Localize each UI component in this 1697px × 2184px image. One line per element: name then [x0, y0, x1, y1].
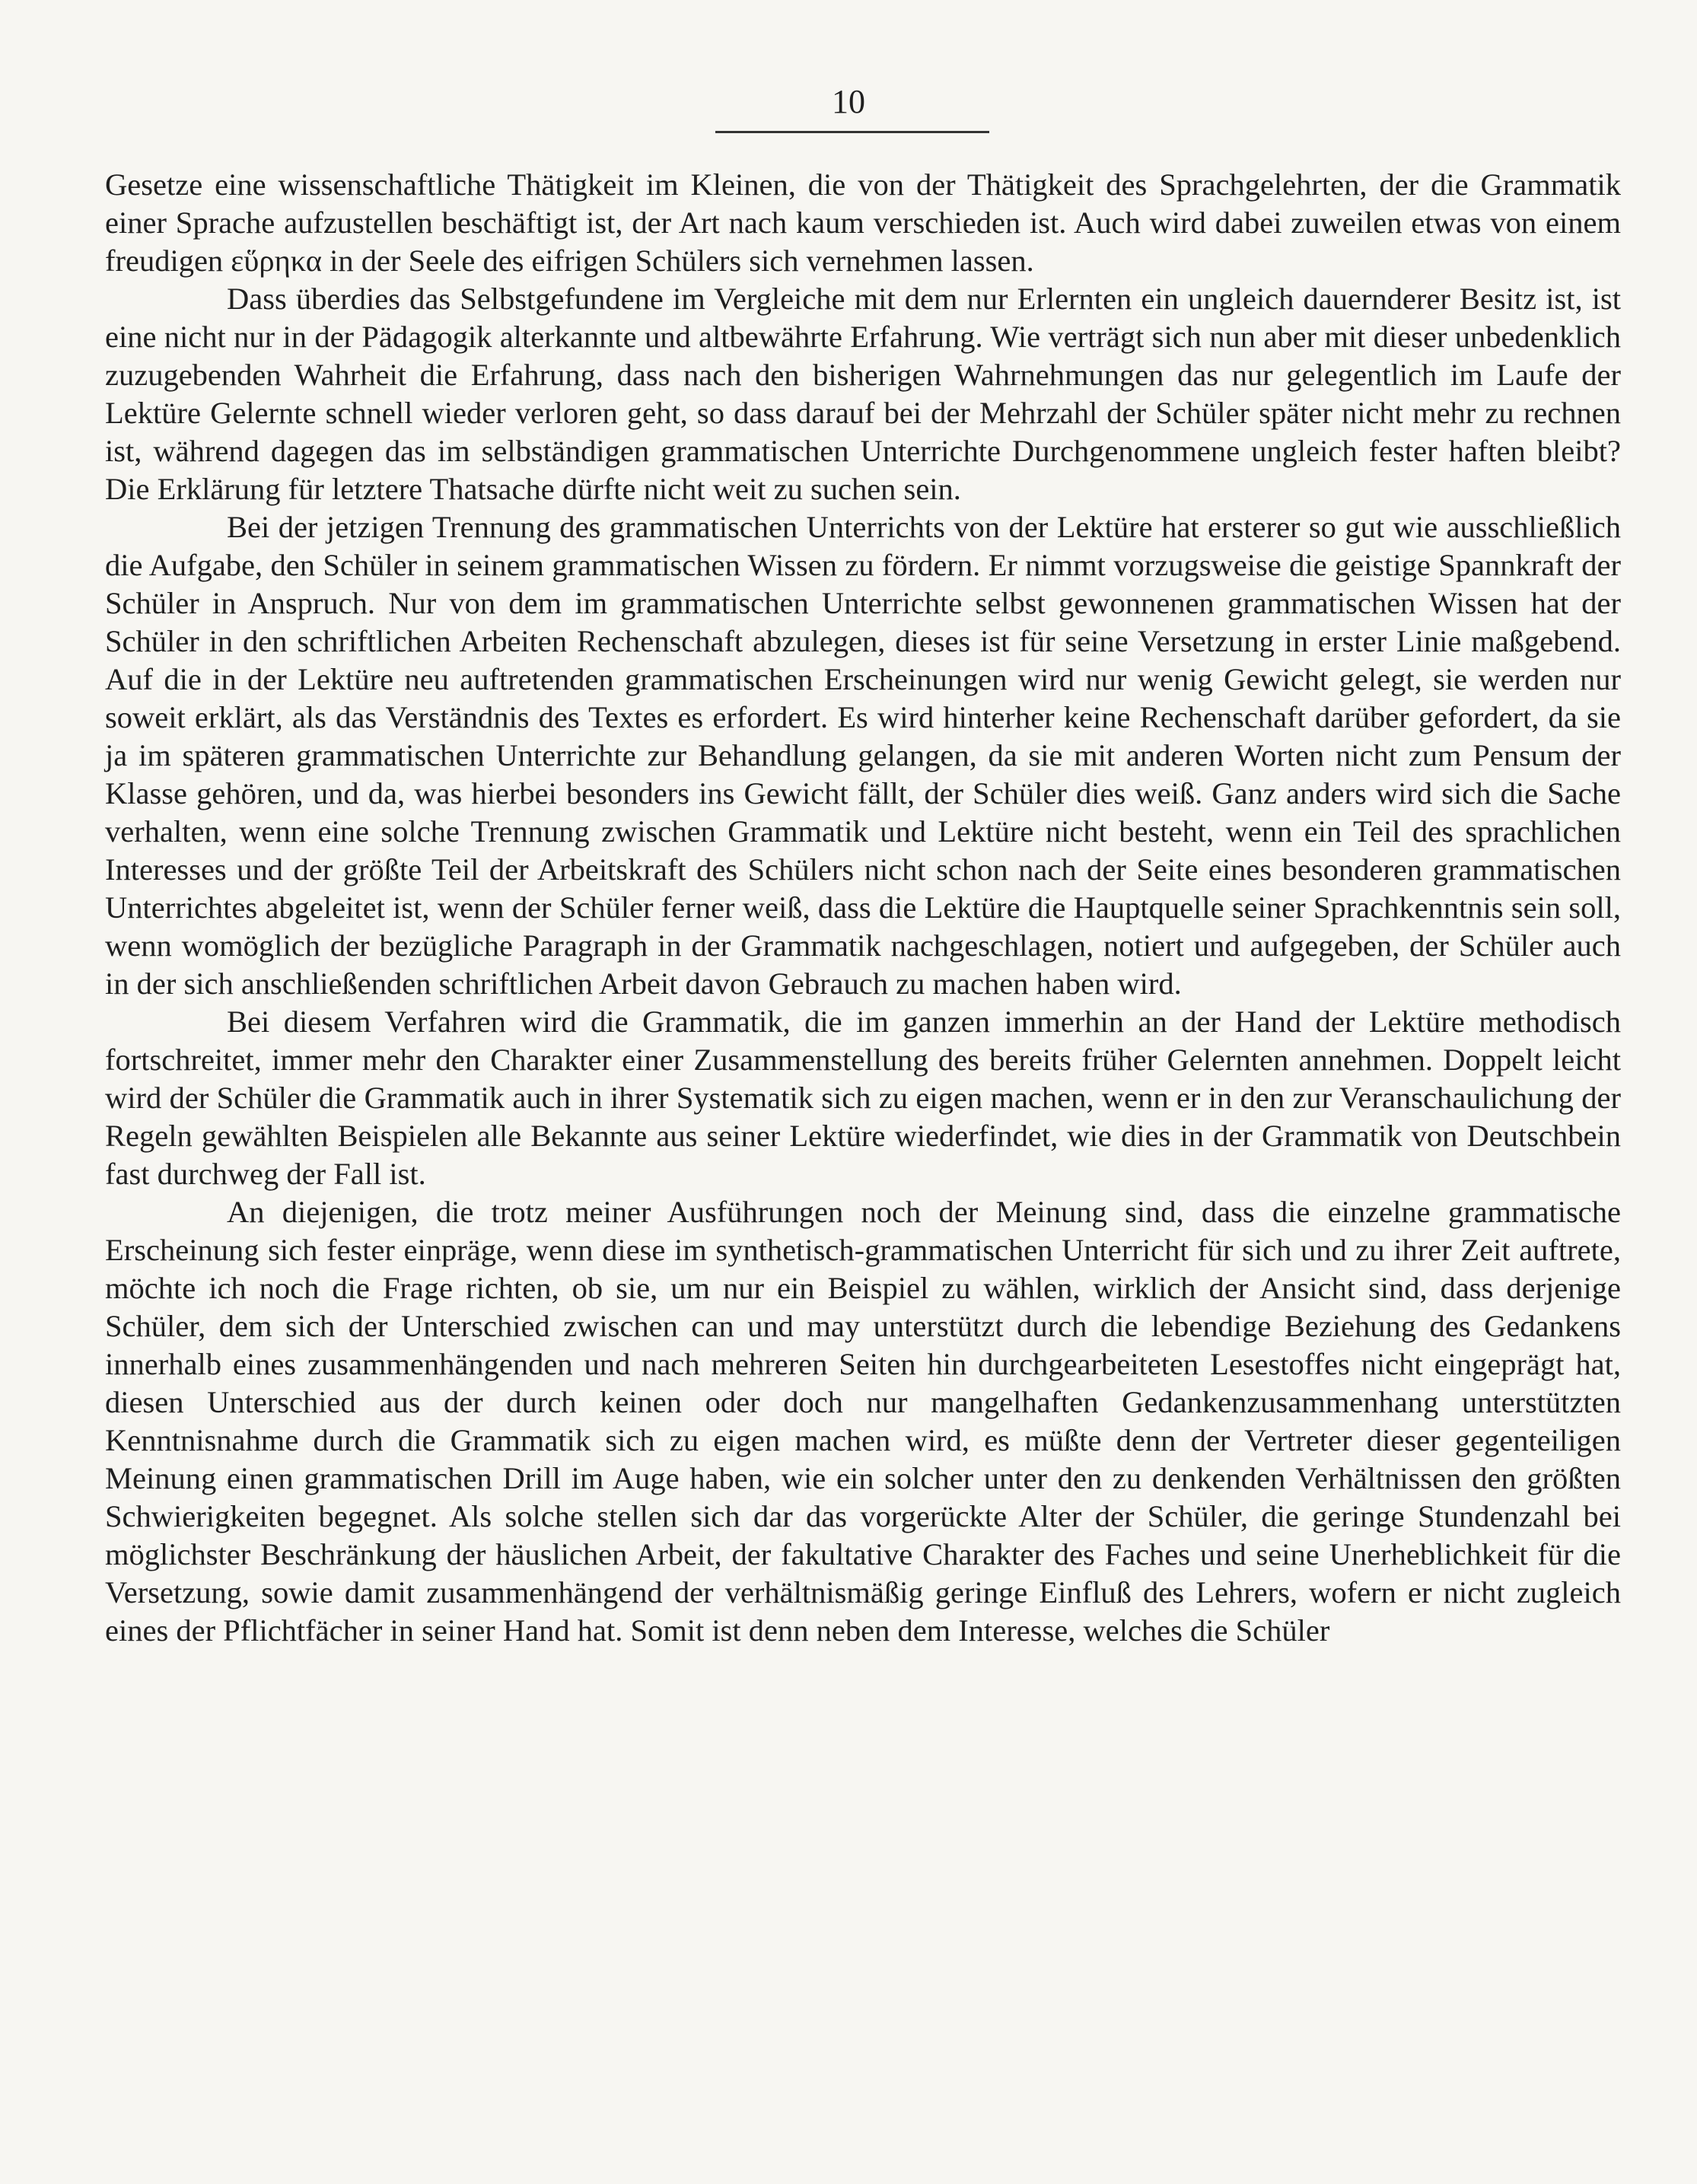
paragraph: Bei diesem Verfahren wird die Grammatik, die im ganzen immerhin an der Hand der Lektüre methodisch fortschreitet, immer mehr den Charakter einer Zusammenstellung des bereits früher Gelernten annehmen. Doppelt leicht wird der Schüler die Grammatik auch in ihrer Systematik sich zu eigen machen, wenn er in den zur Veranschaulichung der Regeln gewählten Beispielen alle Bekannte aus seiner Lektüre wiederfindet, wie dies in der Grammatik von Deutschbein fast durchweg der Fall ist.	[105, 1004, 1621, 1191]
page-number: 10	[832, 83, 865, 120]
paragraph: Bei der jetzigen Trennung des grammatischen Unterrichts von der Lektüre hat ersterer so gut wie ausschließlich die Aufgabe, den Schüler in seinem grammatischen Wissen zu fördern. Er nimmt vorzugsweise die geistige Spannkraft der Schüler in Anspruch. Nur von dem im grammatischen Unterrichte selbst gewonnenen grammatischen Wissen hat der Schüler in den schriftlichen Arbeiten Rechenschaft abzulegen, dieses ist für seine Versetzung in erster Linie maßgebend. Auf die in der Lektüre neu auftretenden grammatischen Erscheinungen wird nur wenig Gewicht gelegt, sie werden nur soweit erklärt, als das Verständnis des Textes es erfordert. Es wird hinterher keine Rechenschaft darüber gefordert, da sie ja im späteren grammatischen Unterrichte zur Behandlung gelangen, da sie mit anderen Worten nicht zum Pensum der Klasse gehören, und da, was hierbei besonders ins Gewicht fällt, der Schüler dies weiß. Ganz anders wird sich die Sache verhalten, wenn eine solche Trennung zwischen Grammatik und Lektüre nicht besteht, wenn ein Teil des sprachlichen Interesses und der größte Teil der Arbeitskraft des Schülers nicht schon nach der Seite eines besonderen grammatischen Unterrichtes abgeleitet ist, wenn der Schüler ferner weiß, dass die Lektüre die Hauptquelle seiner Sprachkenntnis sein soll, wenn womöglich der bezügliche Paragraph in der Grammatik nachgeschlagen, notiert und aufgegeben, der Schüler auch in der sich anschließenden schriftlichen Arbeit davon Gebrauch zu machen haben wird.	[105, 510, 1621, 1001]
header-rule	[715, 131, 989, 133]
paragraph: An diejenigen, die trotz meiner Ausführungen noch der Meinung sind, dass die einzelne grammatische Erscheinung sich fester einpräge, wenn diese im synthetisch-grammatischen Unterricht für sich und zu ihrer Zeit auftrete, möchte ich noch die Frage richten, ob sie, um nur ein Beispiel zu wählen, wirklich der Ansicht sind, dass derjenige Schüler, dem sich der Unterschied zwischen can und may unterstützt durch die lebendige Beziehung des Gedankens innerhalb eines zusammenhängenden und nach mehreren Seiten hin durchgearbeiteten Lesestoffes nicht eingeprägt hat, diesen Unterschied aus der durch keinen oder doch nur mangelhaften Gedankenzusammenhang unterstützten Kenntnisnahme durch die Grammatik sich zu eigen machen wird, es müßte denn der Vertreter dieser gegenteiligen Meinung einen grammatischen Drill im Auge haben, wie ein solcher unter den zu denkenden Verhältnissen den größten Schwierigkeiten begegnet. Als solche stellen sich dar das vorgerückte Alter der Schüler, die geringe Stundenzahl bei möglichster Beschränkung der häuslichen Arbeit, der fakultative Charakter des Faches und seine Unerheblichkeit für die Versetzung, sowie damit zusammenhängend der verhältnismäßig geringe Einfluß des Lehrers, wofern er nicht zugleich eines der Pflichtfächer in seiner Hand hat. Somit ist denn neben dem Interesse, welches die Schüler	[105, 1195, 1621, 1648]
body-text	[105, 166, 1621, 1650]
paragraph-continuation: Gesetze eine wissenschaftliche Thätigkeit im Kleinen, die von der Thätigkeit des Sprachgelehrten, der die Grammatik einer Sprache aufzustellen beschäftigt ist, der Art nach kaum verschieden ist. Auch wird dabei zuweilen etwas von einem freudigen εὕρηκα in der Seele des eifrigen Schülers sich vernehmen lassen.	[105, 167, 1621, 278]
paragraph: Dass überdies das Selbstgefundene im Vergleiche mit dem nur Erlernten ein ungleich dauernderer Besitz ist, ist eine nicht nur in der Pädagogik alterkannte und altbewährte Erfahrung. Wie verträgt sich nun aber mit dieser unbedenklich zuzugebenden Wahrheit die Erfahrung, dass nach den bisherigen Wahrnehmungen das nur gelegentlich im Laufe der Lektüre Gelernte schnell wieder verloren geht, so dass darauf bei der Mehrzahl der Schüler später nicht mehr zu rechnen ist, während dagegen das im selbständigen grammatischen Unterrichte Durchgenommene ungleich fester haften bleibt? Die Erklärung für letztere Thatsache dürfte nicht weit zu suchen sein.	[105, 282, 1621, 506]
